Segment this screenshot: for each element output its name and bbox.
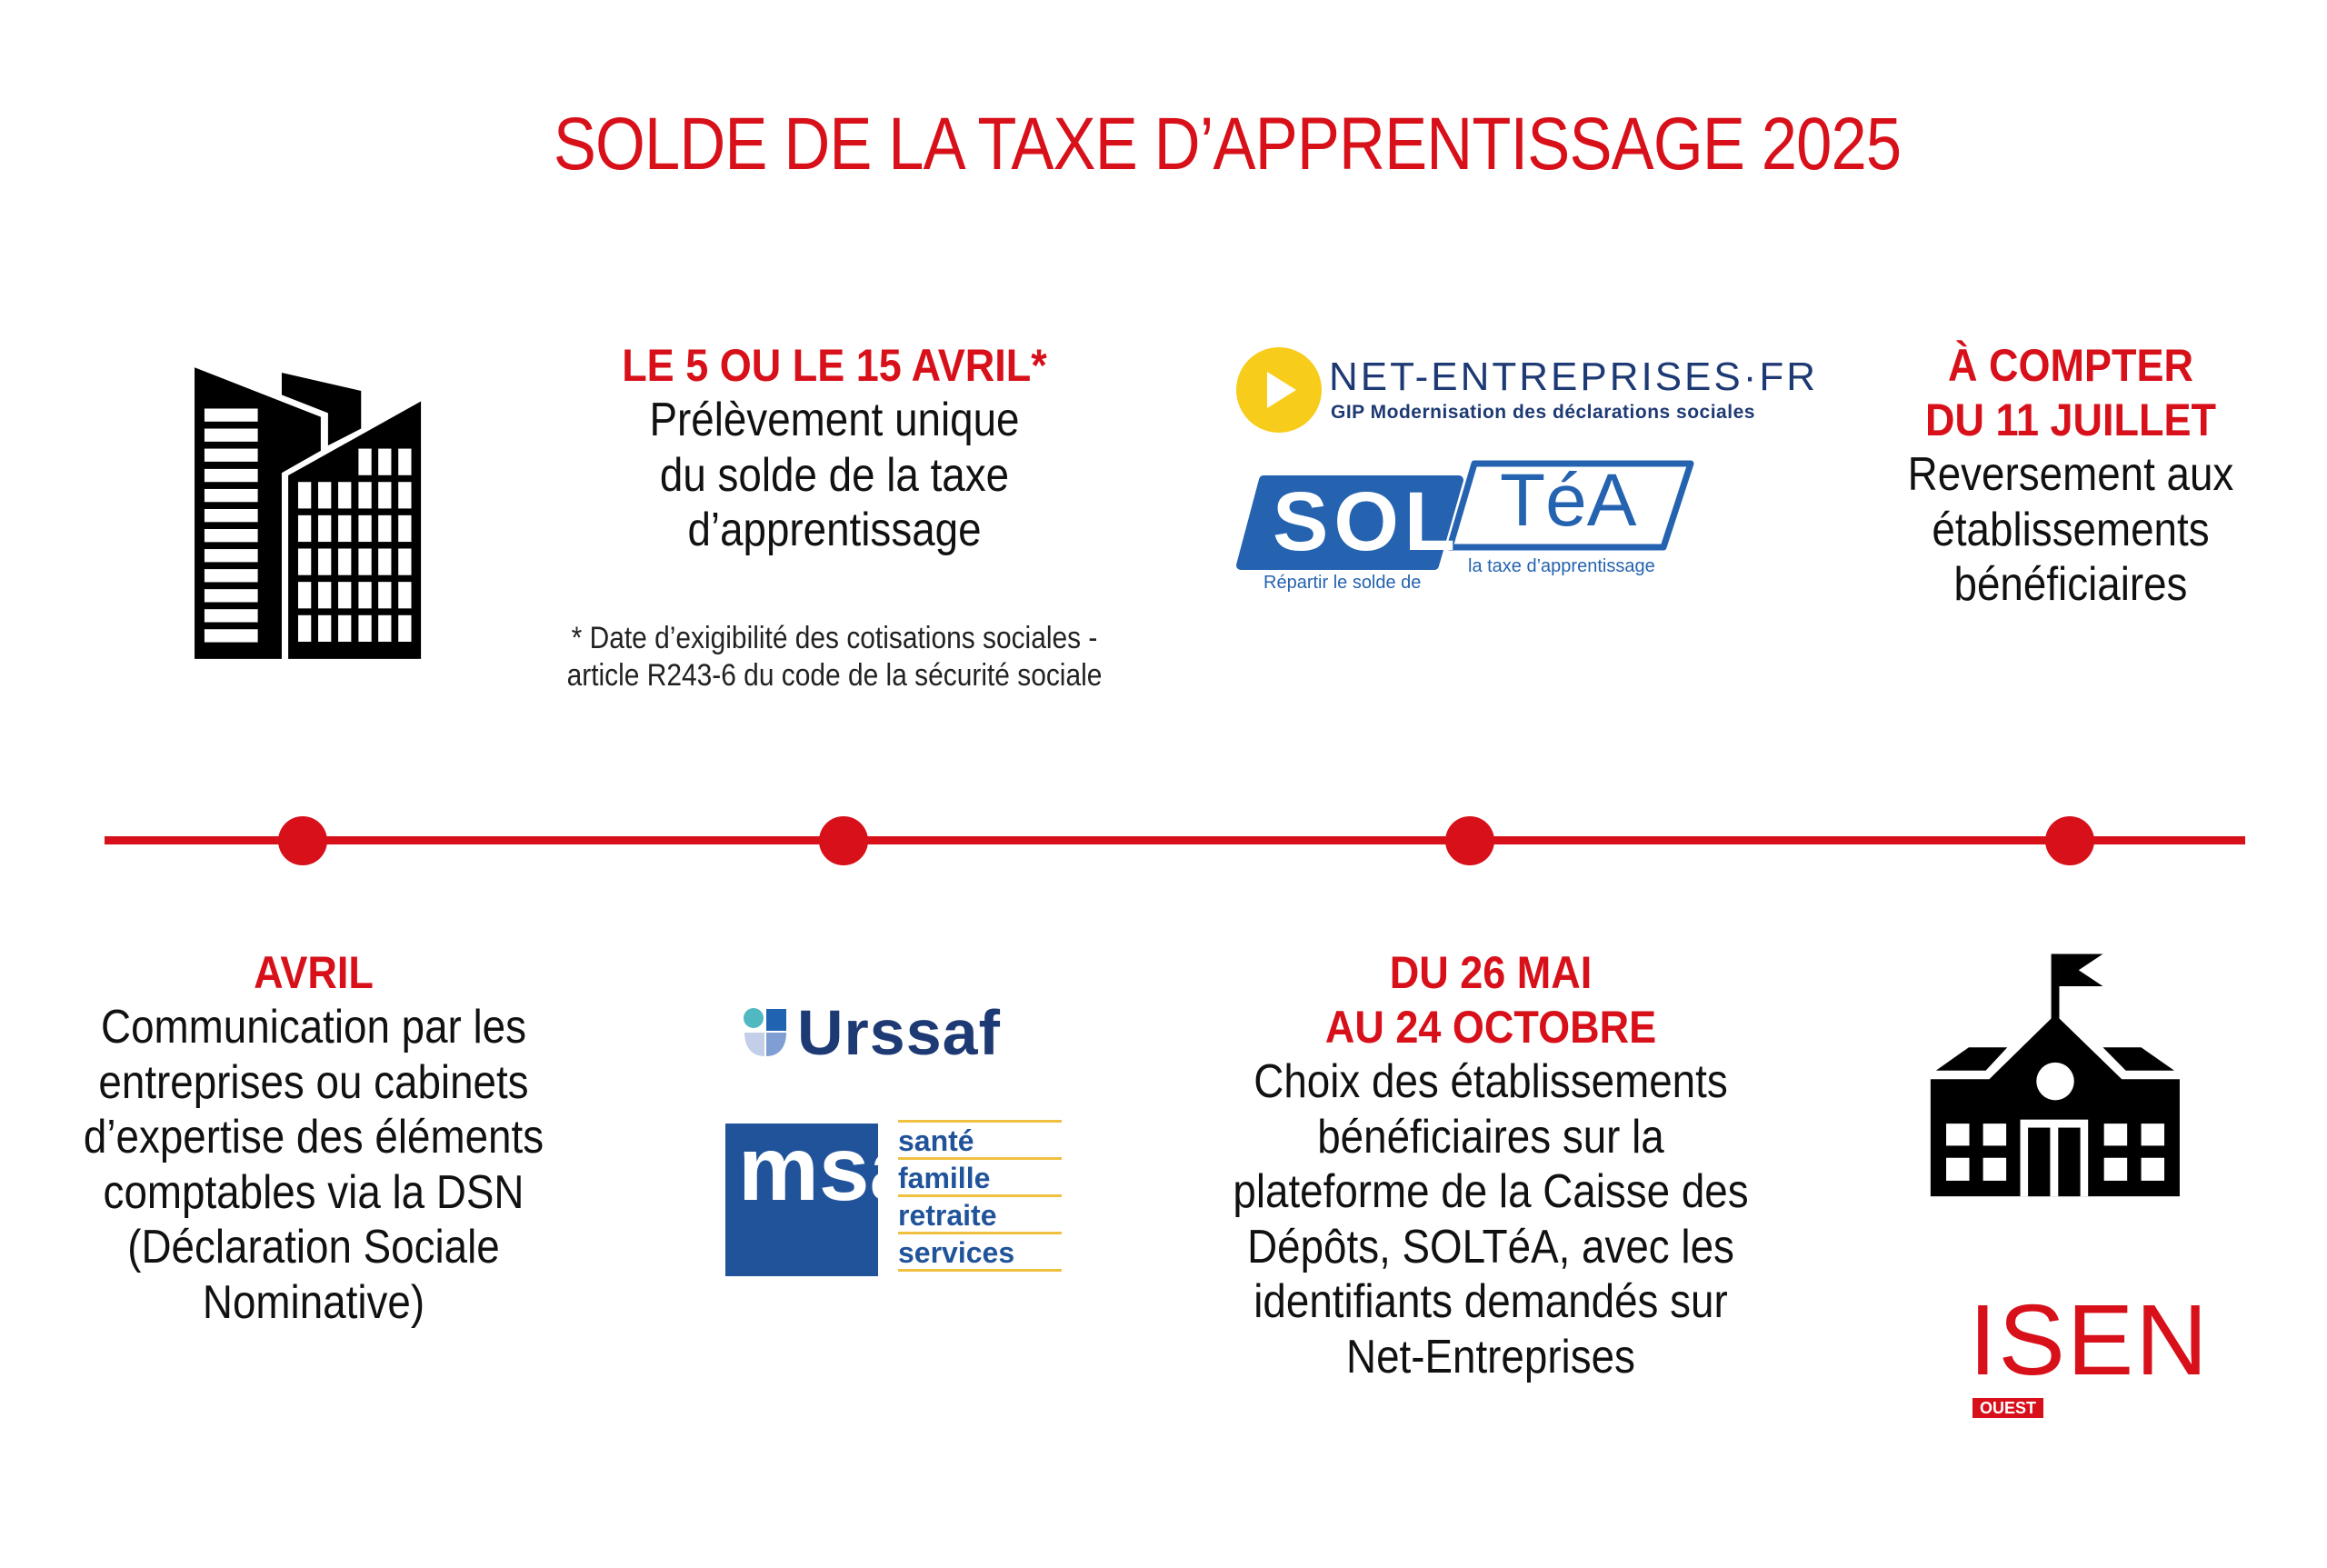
soltea-caption-right: la taxe d’apprentissage	[1468, 556, 1655, 576]
step-description-line: bénéficiaires sur la	[1317, 1110, 1664, 1164]
step-description-line: plateforme de la Caisse des	[1233, 1165, 1749, 1218]
step-description-line: établissements	[1932, 503, 2210, 556]
step-description-line: comptables via la DSN	[103, 1165, 524, 1219]
step-description-line: d’expertise des éléments	[83, 1111, 544, 1164]
step-description-line: identifiants demandés sur	[1253, 1275, 1728, 1328]
msa-word: retraite	[898, 1197, 1062, 1234]
office-buildings-icon	[176, 343, 442, 686]
isen-name: ISEN	[1969, 1284, 2210, 1396]
step-description-line: Choix des établissements	[1253, 1055, 1728, 1108]
footnote-line: article R243-6 du code de la sécurité sociale	[566, 658, 1103, 693]
net-entreprises-name: NET-ENTREPRISES·FR	[1329, 355, 1819, 399]
msa-word: famille	[898, 1160, 1062, 1197]
step-date: DU 26 MAI	[1389, 947, 1593, 998]
school-building-icon	[1920, 950, 2211, 1241]
step-description-line: du solde de la taxe	[659, 448, 1010, 502]
soltea-caption-left: Répartir le solde de	[1263, 573, 1422, 593]
net-entreprises-tagline: GIP Modernisation des déclarations sociales	[1331, 402, 1755, 423]
step-description-line: Prélèvement unique	[649, 394, 1020, 446]
play-icon	[1236, 347, 1322, 433]
step-date: DU 11 JUILLET	[1924, 394, 2217, 445]
net-entreprises-logo	[1236, 347, 1819, 434]
msa-logo	[725, 1120, 1062, 1279]
step-date: LE 5 OU LE 15 AVRIL*	[622, 340, 1047, 391]
step-prelevement	[562, 338, 1107, 558]
isen-sub: OUEST	[1972, 1398, 2043, 1418]
msa-words	[898, 1120, 1062, 1272]
step-description-line: (Déclaration Sociale	[127, 1221, 500, 1273]
soltea-sol: SOL	[1273, 475, 1462, 568]
msa-word: santé	[898, 1123, 1062, 1160]
step-choix	[1182, 945, 1800, 1384]
timeline-dot-reversement	[2045, 816, 2094, 865]
step-description-line: Reversement aux	[1907, 448, 2234, 501]
urssaf-mark-icon	[741, 1007, 792, 1058]
footnote-line: * Date d’exigibilité des cotisations sociales -	[571, 621, 1098, 655]
timeline-line	[105, 836, 2245, 844]
step-date: À COMPTER	[1948, 340, 2193, 391]
urssaf-logo	[741, 997, 1014, 1068]
soltea-tea: TéA	[1500, 459, 1637, 542]
step-date: AU 24 OCTOBRE	[1324, 1002, 1657, 1053]
step-date: AVRIL	[254, 947, 374, 998]
msa-word: services	[898, 1234, 1062, 1272]
step-description-line: bénéficiaires	[1953, 558, 2188, 611]
step-description-line: Net-Entreprises	[1346, 1330, 1635, 1383]
timeline-dot-prelevement	[819, 816, 868, 865]
footnote	[516, 620, 1153, 694]
msa-mark: msa	[725, 1124, 878, 1276]
step-description-line: entreprises ou cabinets	[98, 1055, 529, 1109]
timeline-dot-avril	[278, 816, 327, 865]
step-description-line: Communication par les	[101, 1001, 526, 1054]
timeline-dot-choix	[1445, 816, 1494, 865]
step-description-line: d’apprentissage	[687, 504, 982, 556]
step-communication	[23, 945, 604, 1330]
step-description-line: Nominative)	[202, 1275, 425, 1329]
soltea-logo	[1236, 456, 1709, 602]
step-description-line: Dépôts, SOLTéA, avec les	[1247, 1220, 1734, 1273]
urssaf-name: Urssaf	[797, 997, 1001, 1068]
isen-ouest-logo	[1963, 1284, 2210, 1427]
step-reversement	[1843, 338, 2298, 613]
page-title: SOLDE DE LA TAXE D’APPRENTISSAGE 2025	[553, 103, 1902, 185]
